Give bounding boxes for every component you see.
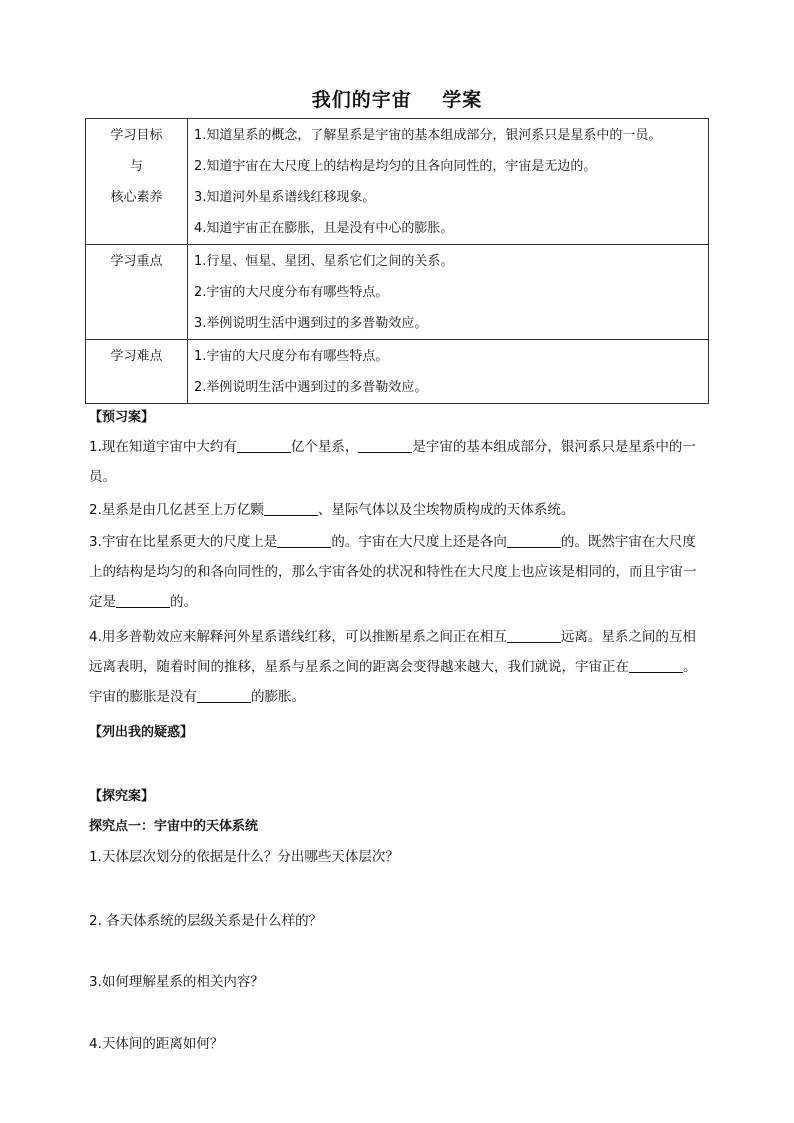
question-text: 2.星系是由几亿甚至上万亿颗	[89, 502, 264, 518]
question-text: 。宇宙的膨胀是没有	[89, 659, 697, 705]
inquiry-point-1: 探究点一：宇宙中的天体系统	[89, 819, 259, 834]
fill-blank[interactable]	[264, 502, 318, 517]
fill-blank[interactable]	[358, 439, 412, 454]
table-row	[86, 119, 709, 245]
inquiry-question: 4.天体间的距离如何？	[89, 1036, 224, 1052]
fill-blank[interactable]	[237, 439, 291, 454]
fill-blank[interactable]	[507, 534, 561, 549]
question-text: 的。既然宇宙在大尺度上的结构是均匀的和各向同性的，那么宇宙各处的状况和特性在大尺度上也应该是相同的，而且宇宙一定是	[89, 534, 697, 610]
row-label-line: 核心素养	[110, 190, 163, 205]
fill-blank[interactable]	[277, 534, 331, 549]
page-title: 我们的宇宙 学案	[311, 89, 483, 111]
preview-question-2	[89, 495, 707, 525]
row-label-line: 学习目标	[110, 128, 163, 143]
question-text: 4.用多普勒效应来解释河外星系谱线红移，可以推断星系之间正在相互	[89, 629, 507, 645]
key-point-item: 3.举例说明生活中遇到过的多普勒效应。	[194, 316, 428, 331]
row-content	[188, 340, 709, 404]
inquiry-heading: 【探究案】	[89, 789, 155, 804]
row-label	[86, 119, 188, 245]
table-row	[86, 340, 709, 404]
preview-question-3	[89, 527, 707, 617]
learning-goals-table	[85, 118, 709, 404]
table-row	[86, 245, 709, 340]
fill-blank[interactable]	[197, 689, 251, 704]
row-content	[188, 245, 709, 340]
goal-item: 1.知道星系的概念，了解星系是宇宙的基本组成部分，银河系只是星系中的一员。	[194, 128, 662, 143]
row-label-line: 学习难点	[110, 349, 163, 364]
question-text: 、星际气体以及尘埃物质构成的天体系统。	[317, 502, 575, 518]
fill-blank[interactable]	[116, 594, 170, 609]
question-text: 的。	[170, 594, 197, 610]
question-text: 3.宇宙在比星系更大的尺度上是	[89, 534, 278, 550]
row-label-line: 与	[129, 159, 143, 174]
key-point-item: 1.行星、恒星、星团、星系它们之间的关系。	[194, 254, 454, 269]
difficulty-item: 2.举例说明生活中遇到过的多普勒效应。	[194, 380, 428, 395]
difficulty-item: 1.宇宙的大尺度分布有哪些特点。	[194, 349, 389, 364]
row-label	[86, 245, 188, 340]
goal-item: 4.知道宇宙正在膨胀，且是没有中心的膨胀。	[194, 221, 454, 236]
question-text: 亿个星系，	[290, 439, 359, 455]
preview-question-1	[89, 432, 707, 492]
question-text: 的。宇宙在大尺度上还是各向	[331, 534, 507, 550]
doubts-heading: 【列出我的疑惑】	[89, 725, 194, 740]
inquiry-question: 1.天体层次划分的依据是什么？分出哪些天体层次？	[89, 849, 399, 865]
preview-question-4	[89, 622, 707, 712]
goal-item: 2.知道宇宙在大尺度上的结构是均匀的且各向同性的，宇宙是无边的。	[194, 159, 597, 174]
question-text: 是宇宙的基本组成部分，银河系只是星系中的一员。	[89, 439, 696, 485]
goal-item: 3.知道河外星系谱线红移现象。	[194, 190, 376, 205]
row-content	[188, 119, 709, 245]
fill-blank[interactable]	[629, 659, 683, 674]
question-text: 1.现在知道宇宙中大约有	[89, 439, 237, 455]
inquiry-question: 2. 各天体系统的层级关系是什么样的？	[89, 913, 323, 929]
fill-blank[interactable]	[507, 629, 561, 644]
inquiry-question: 3.如何理解星系的相关内容？	[89, 974, 264, 990]
row-label-line: 学习重点	[110, 254, 163, 269]
question-text: 远离。星系之间的互相远离表明，随着时间的推移，星系与星系之间的距离会变得越来越大，我们就说，宇宙正在	[89, 629, 696, 675]
key-point-item: 2.宇宙的大尺度分布有哪些特点。	[194, 285, 389, 300]
row-label	[86, 340, 188, 404]
preview-heading: 【预习案】	[89, 410, 155, 425]
question-text: 的膨胀。	[251, 689, 305, 705]
